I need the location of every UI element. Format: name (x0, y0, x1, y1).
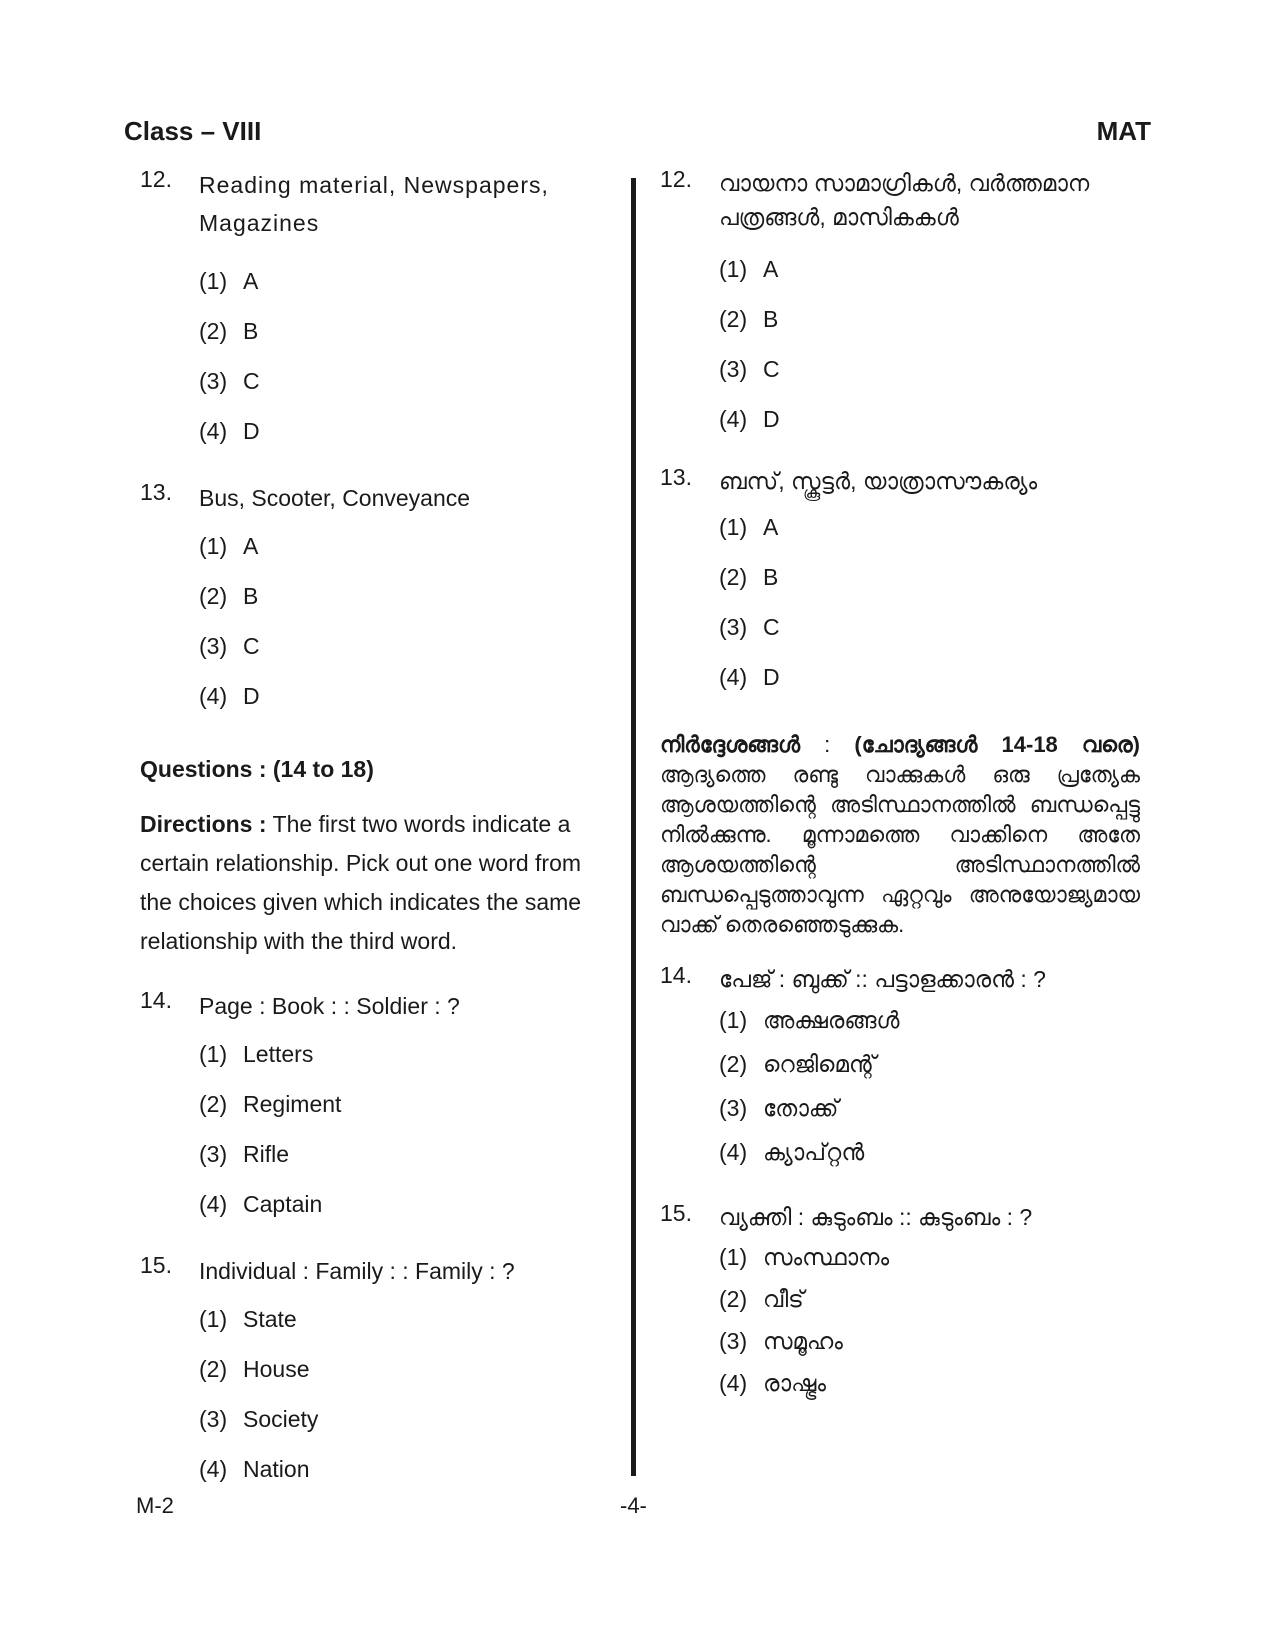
english-column (140, 166, 610, 1494)
question-text: വ്യക്തി : കുടുംബം :: കുടുംബം : ? (719, 1204, 1033, 1230)
directions-label: Directions : (140, 811, 267, 837)
question-text: പേജ് : ബുക്ക് :: പട്ടാളക്കാരൻ : ? (719, 966, 1046, 992)
option-1[interactable]: (1) A (199, 532, 259, 559)
subject-header: MAT (1096, 116, 1151, 146)
option-2[interactable]: (2) House (199, 1355, 310, 1382)
option-3[interactable]: (3) C (719, 355, 780, 382)
malayalam-column (660, 166, 1140, 1404)
class-header: Class – VIII (124, 116, 262, 146)
directions-text: ആദ്യത്തെ രണ്ടു വാക്കുകൾ ഒരു പ്രത്യേക ആശയത്തിന്റെ അടിസ്ഥാനത്തിൽ ബന്ധപ്പെട്ടു നിൽക്കുന്നു. മൂന്നാമത്തെ വാക്കിനെ അതേ ആശയത്തിന്റെ അടിസ്ഥാനത്തിൽ ബന്ധപ്പെടുത്താവുന്ന ഏറ്റവും അനുയോജ്യമായ വാക്ക് തെരഞ്ഞെടുക്കുക. (660, 762, 1140, 937)
option-2[interactable]: (2) B (719, 563, 779, 590)
question-13-en (140, 479, 610, 721)
question-14-ml (660, 962, 1140, 1174)
question-text: ബസ്, സ്കൂട്ടർ, യാത്രാസൗകര്യം (719, 468, 1038, 494)
directions-text: The first two words indicate a certain relationship. Pick out one word from the choices given which indicates the same relationship with the third word. (140, 811, 582, 954)
option-4[interactable]: (4) Nation (199, 1455, 310, 1482)
option-3[interactable]: (3) Rifle (199, 1140, 290, 1167)
option-1[interactable]: (1) A (719, 255, 779, 282)
option-2[interactable]: (2) B (199, 582, 259, 609)
question-number: 14. (660, 962, 692, 988)
question-text: Individual : Family : : Family : ? (199, 1258, 515, 1284)
question-12-en (140, 166, 610, 456)
option-3[interactable]: (3) Society (199, 1405, 319, 1432)
option-4[interactable]: (4) D (719, 405, 780, 432)
section-title: Questions : (14 to 18) (140, 756, 374, 782)
option-4[interactable]: (4) D (199, 417, 260, 444)
question-12-ml (660, 166, 1140, 444)
directions (140, 805, 610, 961)
question-number: 14. (140, 987, 172, 1013)
question-text: Page : Book : : Soldier : ? (199, 993, 460, 1019)
question-text: Reading material, Newspapers, Magazines (199, 172, 549, 236)
option-3[interactable]: (3) തോക്ക് (719, 1094, 839, 1121)
option-1[interactable]: (1) A (199, 267, 259, 294)
option-1[interactable]: (1) Letters (199, 1040, 314, 1067)
question-number: 13. (140, 479, 172, 505)
question-text: Bus, Scooter, Conveyance (199, 485, 471, 511)
question-13-ml (660, 464, 1140, 702)
option-1[interactable]: (1) അക്ഷരങ്ങൾ (719, 1006, 900, 1033)
option-4[interactable]: (4) Captain (199, 1190, 323, 1217)
option-3[interactable]: (3) C (719, 613, 780, 640)
question-number: 12. (140, 166, 172, 192)
option-4[interactable]: (4) D (719, 663, 780, 690)
question-text: വായനാ സാമാഗ്രികൾ, വർത്തമാന പത്രങ്ങൾ, മാസികകൾ (719, 170, 1090, 230)
option-1[interactable]: (1) സംസ്ഥാനം (719, 1243, 890, 1270)
page-number: -4- (620, 1493, 647, 1518)
question-15-en (140, 1252, 610, 1494)
question-number: 15. (140, 1252, 172, 1278)
option-3[interactable]: (3) C (199, 632, 260, 659)
option-2[interactable]: (2) വീട് (719, 1285, 804, 1312)
question-number: 13. (660, 464, 692, 490)
column-divider (631, 178, 636, 1476)
option-4[interactable]: (4) D (199, 682, 260, 709)
option-3[interactable]: (3) C (199, 367, 260, 394)
directions-label: നിർദ്ദേശങ്ങൾ (660, 732, 801, 757)
option-1[interactable]: (1) State (199, 1305, 297, 1332)
option-2[interactable]: (2) Regiment (199, 1090, 342, 1117)
option-2[interactable]: (2) B (199, 317, 259, 344)
question-14-en (140, 987, 610, 1229)
question-15-ml (660, 1200, 1140, 1404)
option-4[interactable]: (4) രാഷ്ട്രം (719, 1369, 826, 1396)
option-3[interactable]: (3) സമൂഹം (719, 1327, 843, 1354)
directions-ml: നിർദ്ദേശങ്ങൾ : (ചോദ്യങ്ങൾ 14-18 വരെ) ആദ്യത്തെ രണ്ടു വാക്കുകൾ ഒരു പ്രത്യേക ആശയത്തിന്റെ അടിസ്ഥാനത്തിൽ ബന്ധപ്പെട്ടു നിൽക്കുന്നു. മൂന്നാമത്തെ വാക്കിനെ അതേ ആശയത്തിന്റെ അടിസ്ഥാനത്തിൽ ബന്ധപ്പെടുത്താവുന്ന ഏറ്റവും അനുയോജ്യമായ വാക്ക് തെരഞ്ഞെടുക്കുക. (660, 732, 1140, 937)
option-4[interactable]: (4) ക്യാപ്റ്റൻ (719, 1138, 865, 1165)
question-number: 12. (660, 166, 692, 192)
option-1[interactable]: (1) A (719, 513, 779, 540)
option-2[interactable]: (2) B (719, 305, 779, 332)
booklet-code: M-2 (136, 1493, 174, 1518)
directions-range: (ചോദ്യങ്ങൾ 14-18 വരെ) (854, 732, 1140, 757)
option-2[interactable]: (2) റെജിമെന്റ് (719, 1050, 876, 1077)
question-number: 15. (660, 1200, 692, 1226)
